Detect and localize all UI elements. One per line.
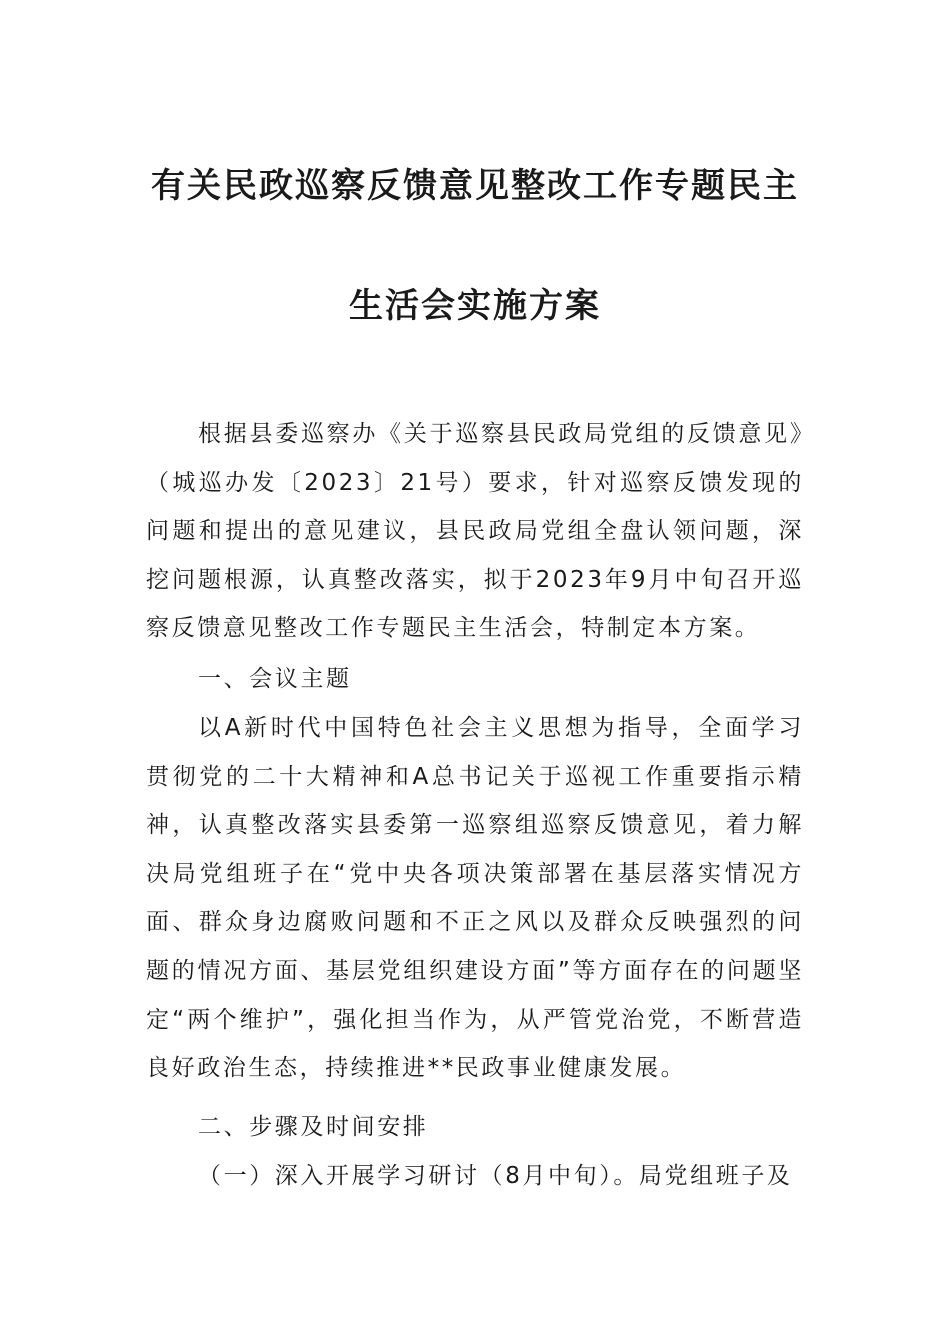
- steps-first-item-paragraph: （一）深入开展学习研讨（8月中旬）。局党组班子及: [198, 1163, 793, 1189]
- document-title-line-2: 生活会实施方案: [349, 286, 601, 326]
- section-heading-meeting-theme: 一、会议主题: [198, 666, 352, 692]
- meeting-theme-paragraph: 以A新时代中国特色社会主义思想为指导，全面学习贯彻党的二十大精神和A总书记关于巡视工作重要指示精神，认真整改落实县委第一巡察组巡察反馈意见，着力解决局党组班子在“党中央各项决策部署在基层落实情况方面、群众身边腐败问题和不正之风以及群众反映强烈的问题的情况方面、基层党组织建设方面”等方面存在的问题坚定“两个维护”，强化担当作为，从严管党治党，不断营造良好政治生态，持续推进**民政事业健康发展。: [146, 715, 804, 1082]
- section-heading-steps-schedule: 二、步骤及时间安排: [198, 1114, 429, 1140]
- document-title-line-1: 有关民政巡察反馈意见整改工作专题民主: [151, 166, 799, 206]
- intro-paragraph: 根据县委巡察办《关于巡察县民政局党组的反馈意见》（城巡办发〔2023〕21号）要求，针对巡察反馈发现的问题和提出的意见建议，县民政局党组全盘认领问题，深挖问题根源，认真整改落实，拟于2023年9月中旬召开巡察反馈意见整改工作专题民主生活会，特制定本方案。: [146, 421, 804, 642]
